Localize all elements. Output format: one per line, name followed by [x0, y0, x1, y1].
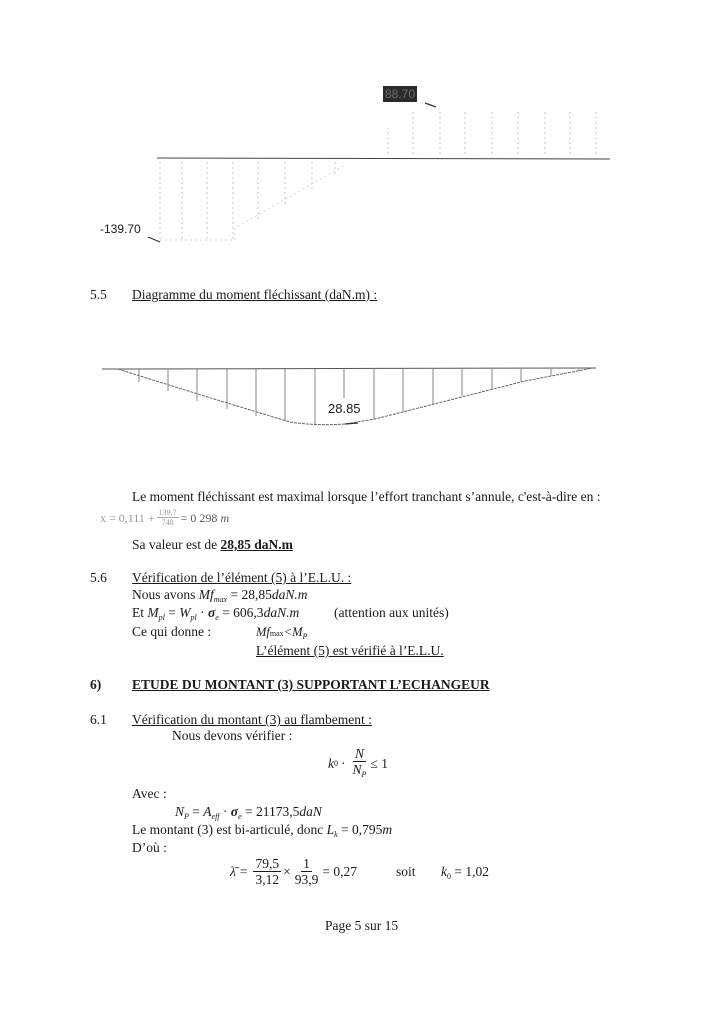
- moment-position-formula: [100, 508, 229, 527]
- k0-symbol: k: [441, 864, 447, 879]
- moment-value-prefix: Sa valeur est de: [132, 537, 221, 552]
- ineq-p: P: [302, 632, 308, 641]
- np-eq: =: [188, 804, 204, 819]
- lambda-eq: =: [239, 863, 248, 879]
- ineq-mf: Mf: [256, 625, 270, 639]
- k0-sub: 0: [447, 872, 451, 881]
- lk-symbol: L: [326, 822, 335, 837]
- mfmax-sub: max: [213, 595, 228, 604]
- section-6-1-title: Vérification du montant (3) au flambement :: [132, 712, 372, 727]
- frac1-denominator: 3,12: [255, 872, 280, 887]
- mfmax-symbol: Mf: [198, 587, 214, 602]
- section-5-6-title: Vérification de l’élément (5) à l’E.L.U. :: [132, 570, 352, 585]
- cond-numerator: N: [354, 746, 364, 761]
- lambda-result: = 0,27: [322, 863, 357, 879]
- section-6-title: ETUDE DU MONTANT (3) SUPPORTANT L’ECHANGEUR: [132, 677, 490, 692]
- section-6-1-intro: Nous devons vérifier :: [172, 728, 293, 743]
- times-sign: ×: [283, 863, 291, 879]
- np-sigma-sub: e: [238, 812, 242, 821]
- section-5-6-conclusion: L’élément (5) est vérifié à l’E.L.U.: [256, 643, 444, 658]
- k0-value: = 1,02: [451, 864, 489, 879]
- cond-k-sub: 0: [334, 759, 338, 768]
- soit-label: soit: [396, 864, 416, 879]
- moment-max-leader: [345, 423, 358, 424]
- dou-label: D’où :: [132, 840, 167, 855]
- moment-value-line: [132, 537, 293, 553]
- mpl-symbol: M: [147, 605, 159, 620]
- line1-prefix: Nous avons: [132, 587, 199, 602]
- sigma-symbol: σ: [207, 605, 216, 620]
- formula-result: = 0 298: [180, 510, 218, 525]
- shear-min-label: -139.70: [100, 222, 141, 236]
- np-value: = 21173,5: [241, 804, 300, 819]
- moment-baseline: [102, 368, 596, 369]
- np-symbol: N: [175, 804, 185, 819]
- lk-text: Le montant (3) est bi-articulé, donc: [132, 822, 327, 837]
- wpl-sub: pl: [190, 613, 197, 622]
- lk-unit: m: [382, 822, 393, 837]
- line2-dot: ·: [196, 605, 208, 620]
- moment-max-explanation: Le moment fléchissant est maximal lorsque l’effort tranchant s’annule, c'est-à-dire en :: [132, 489, 601, 504]
- formula-numerator: 139,7: [158, 508, 177, 517]
- section-6-number: 6): [90, 677, 102, 692]
- cond-rhs: ≤ 1: [370, 756, 388, 771]
- formula-left: x = 0,111 +: [100, 510, 155, 525]
- page-number: Page 5 sur 15: [325, 918, 399, 933]
- np-dot: ·: [219, 804, 231, 819]
- line2-eq: =: [164, 605, 180, 620]
- lk-value: = 0,795: [337, 822, 383, 837]
- units-note: (attention aux unités): [334, 605, 449, 620]
- formula-denominator: 748: [161, 518, 174, 527]
- avec-label: Avec :: [132, 786, 167, 801]
- cond-denominator: N: [352, 762, 362, 777]
- np-unit: daN: [299, 804, 322, 819]
- shear-max-label: 88.70: [385, 87, 416, 101]
- lk-line: [132, 822, 392, 843]
- section-5-6-number: 5.6: [90, 570, 107, 585]
- section-5-6-line3-prefix: Ce qui donne :: [132, 624, 212, 639]
- lk-sub: k: [334, 830, 338, 839]
- buckling-condition: [328, 746, 388, 782]
- frac2-numerator: 1: [303, 856, 310, 871]
- mpl-sub: pl: [158, 613, 165, 622]
- bending-moment-diagram: [0, 0, 724, 440]
- mfmax-unit: daN.m: [271, 587, 308, 602]
- section-5-5-title: Diagramme du moment fléchissant (daN.m) :: [132, 287, 378, 302]
- section-5-6-inequality: [256, 624, 307, 645]
- section-5-5-number: 5.5: [90, 287, 107, 302]
- cond-dot: ·: [341, 756, 346, 771]
- aeff-sub: eff: [211, 812, 220, 821]
- sigma-sub: e: [215, 613, 219, 622]
- ineq-lt-m: <M: [283, 625, 303, 639]
- wpl-symbol: W: [179, 605, 191, 620]
- mpl-unit: daN.m: [263, 605, 300, 620]
- aeff-symbol: A: [203, 804, 212, 819]
- section-5-6-line2: [132, 605, 299, 626]
- k0-result: [441, 864, 489, 885]
- line2-prefix: Et: [132, 605, 148, 620]
- np-sigma: σ: [230, 804, 239, 819]
- frac1-numerator: 79,5: [255, 856, 280, 871]
- cond-denominator-sub: P: [361, 770, 367, 779]
- slenderness-formula: [230, 856, 357, 887]
- mpl-value: = 606,3: [218, 605, 264, 620]
- moment-value: 28,85 daN.m: [220, 537, 293, 552]
- np-sub: P: [184, 812, 189, 821]
- moment-curve: [118, 368, 593, 425]
- ineq-max: max: [269, 629, 284, 638]
- mfmax-value: = 28,85: [227, 587, 272, 602]
- frac2-denominator: 93,9: [294, 872, 319, 887]
- formula-unit: m: [220, 510, 230, 525]
- lambda-symbol: λ̄: [230, 863, 236, 879]
- cond-k: k: [328, 756, 334, 771]
- moment-max-label: 28.85: [328, 401, 361, 416]
- section-6-1-number: 6.1: [90, 712, 107, 727]
